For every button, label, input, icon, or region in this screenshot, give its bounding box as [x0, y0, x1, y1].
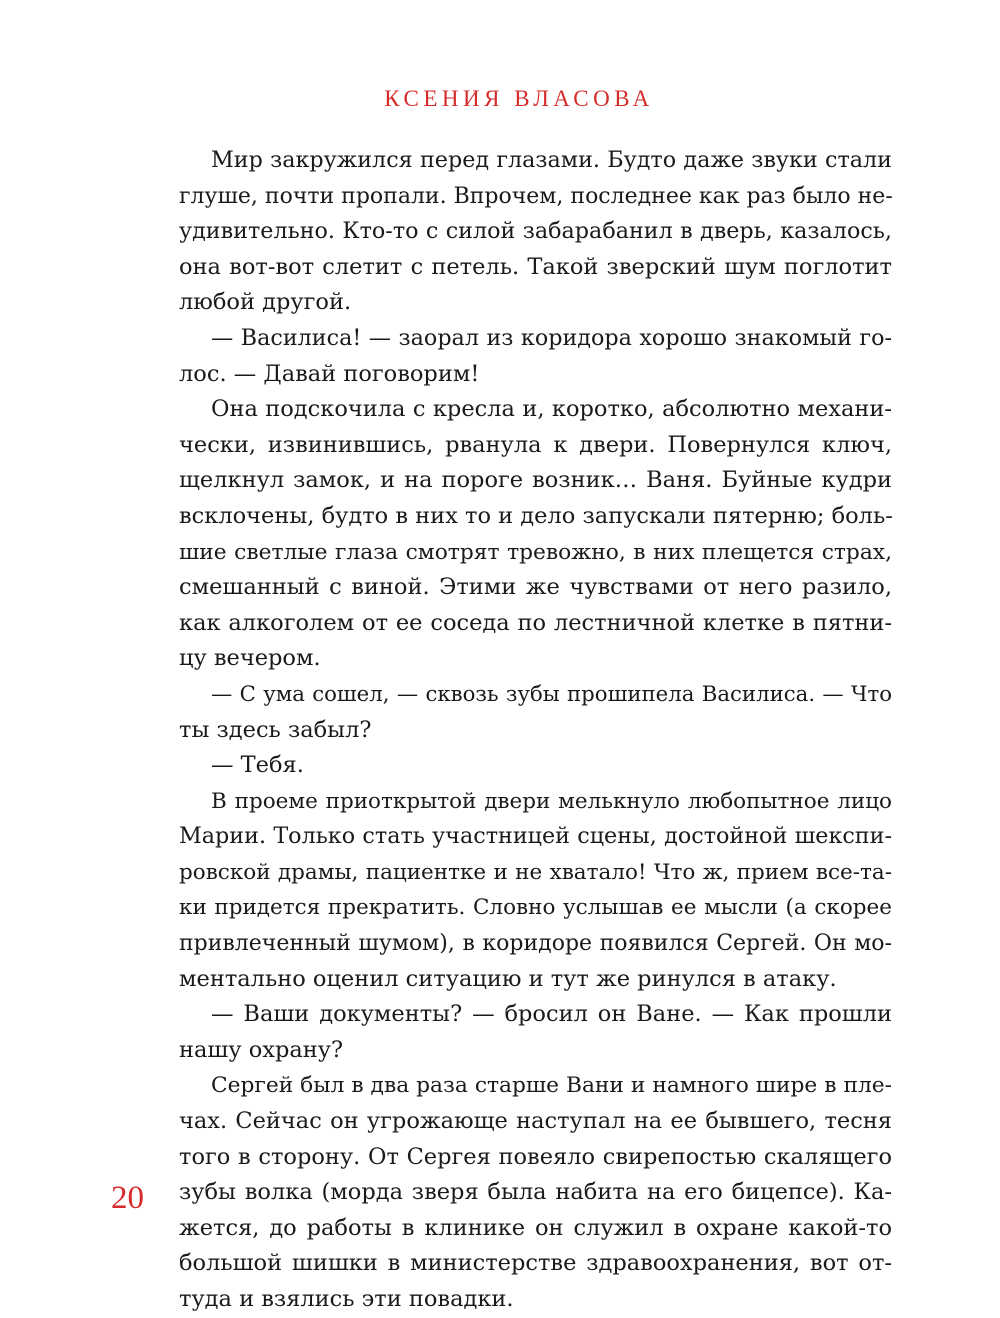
- text-line: ментально оценил ситуацию и тут же ринулся в атаку.: [179, 965, 837, 992]
- text-line: того в сторону. От Сергея повеяло свирепостью скалящего: [179, 1143, 892, 1170]
- text-line: шие светлые глаза смотрят тревожно, в них плещется страх,: [179, 539, 892, 565]
- body-text: [179, 143, 892, 1318]
- text-line: глуше, почти пропали. Впрочем, последнее как раз было не-: [179, 183, 893, 209]
- text-line: Она подскочила с кресла и, коротко, абсолютно механи-: [211, 396, 892, 423]
- text-line: большой шишки в министерстве здравоохранения, вот от-: [179, 1250, 892, 1277]
- text-line: чески, извинившись, рванула к двери. Повернулся ключ,: [179, 431, 892, 458]
- text-line: — Василиса! — заорал из коридора хорошо знакомый го-: [211, 324, 892, 351]
- text-line: Мир закружился перед глазами. Будто даже звуки стали: [211, 147, 892, 173]
- text-line: — Ваши документы? — бросил он Ване. — Как прошли: [211, 1001, 892, 1028]
- text-line: смешанный с виной. Этими же чувствами от него разило,: [179, 574, 892, 601]
- text-line: удивительно. Кто-то с силой забарабанил в дверь, казалось,: [179, 218, 892, 245]
- text-line: — Тебя.: [211, 752, 304, 779]
- text-line: Сергей был в два раза старше Вани и намного шире в пле-: [211, 1073, 892, 1099]
- text-line: ки придется прекратить. Словно услышав ее мысли (а скорее: [179, 895, 892, 921]
- running-head-author: КСЕНИЯ ВЛАСОВА: [384, 86, 654, 111]
- text-line: Марии. Только стать участницей сцены, достойной шекспи-: [179, 823, 892, 850]
- text-line: лос. — Давай поговорим!: [179, 360, 480, 387]
- text-line: привлеченный шумом), в коридоре появился Сергей. Он мо-: [179, 931, 892, 957]
- text-line: цу вечером.: [179, 645, 321, 672]
- text-line: ровской драмы, пациентке и не хватало! Что ж, прием все-та-: [179, 859, 892, 885]
- text-line: туда и взялись эти повадки.: [179, 1286, 514, 1312]
- text-line: она вот-вот слетит с петель. Такой зверский шум поглотит: [179, 253, 892, 280]
- text-line: — С ума сошел, — сквозь зубы прошипела Василиса. — Что: [211, 681, 892, 707]
- text-line: любой другой.: [179, 289, 352, 316]
- text-line: жется, до работы в клинике он служил в охране какой-то: [179, 1214, 892, 1241]
- text-line: щелкнул замок, и на пороге возник… Ваня. Буйные кудри: [179, 467, 892, 494]
- text-line: нашу охрану?: [179, 1036, 344, 1063]
- page-number: 20: [111, 1180, 144, 1216]
- text-line: ты здесь забыл?: [179, 716, 372, 743]
- text-line: В проеме приоткрытой двери мелькнуло любопытное лицо: [211, 788, 892, 814]
- text-line: как алкоголем от ее соседа по лестничной клетке в пятни-: [179, 609, 892, 636]
- text-line: зубы волка (морда зверя была набита на его бицепсе). Ка-: [179, 1179, 892, 1206]
- text-line: чах. Сейчас он угрожающе наступал на ее бывшего, тесня: [179, 1108, 892, 1135]
- text-line: всклочены, будто в них то и дело запускали пятерню; боль-: [179, 502, 893, 529]
